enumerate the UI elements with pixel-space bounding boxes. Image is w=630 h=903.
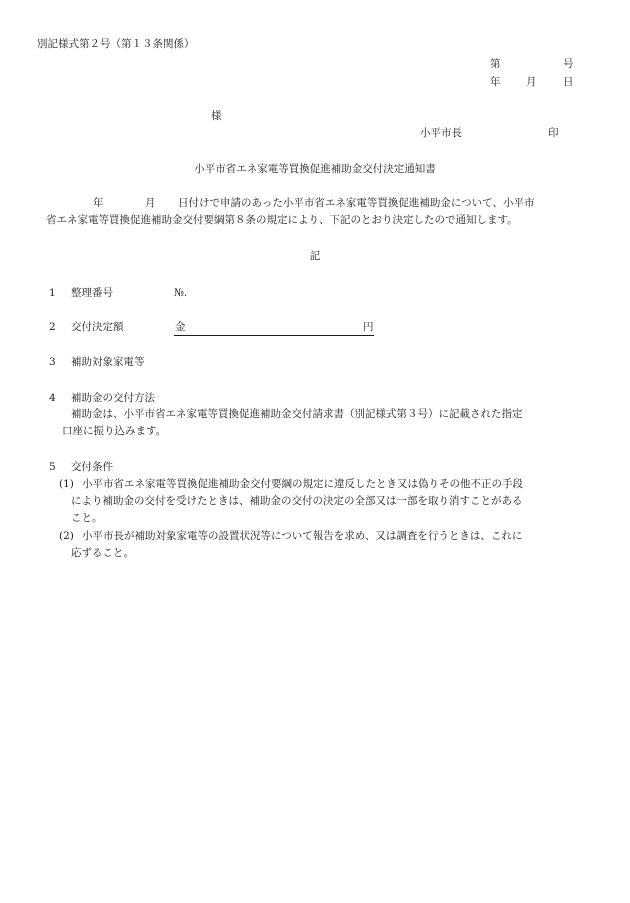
amount-prefix: 金: [175, 321, 186, 333]
condition1-line3: こと。: [71, 512, 103, 524]
item4-number: 4: [49, 392, 56, 404]
issuer-name: 小平市長: [420, 127, 462, 139]
addressee-suffix: 様: [211, 110, 222, 122]
item5-label: 交付条件: [71, 461, 113, 473]
condition1-number: (1): [59, 478, 74, 490]
ki-heading: 記: [309, 250, 321, 262]
amount-suffix: 円: [363, 321, 374, 333]
issuer-seal: 印: [548, 127, 559, 139]
condition1-line1: 小平市省エネ家電等買換促進補助金交付要綱の規定に違反したとき又は偽りその他不正の手段: [82, 478, 523, 490]
item1-number: 1: [49, 287, 56, 299]
body-date-month: 月: [145, 197, 156, 209]
date-year: 年: [490, 76, 501, 88]
condition2-number: (2): [59, 530, 74, 542]
form-number: 別記様式第２号（第１３条関係）: [37, 38, 195, 50]
doc-number-dai: 第: [490, 58, 501, 70]
item2-label: 交付決定額: [71, 321, 124, 333]
item1-value: №.: [174, 287, 188, 299]
body-line2: 省エネ家電等買換促進補助金交付要綱第８条の規定により、下記のとおり決定したので通知します。: [46, 214, 518, 226]
item3-label: 補助対象家電等: [71, 356, 145, 368]
item1-label: 整理番号: [71, 287, 113, 299]
body-line1: 日付けで申請のあった小平市省エネ家電等買換促進補助金について、小平市: [178, 197, 535, 209]
item4-text-line1: 補助金は、小平市省エネ家電等買換促進補助金交付請求書（別記様式第３号）に記載された指定: [71, 408, 523, 420]
date-day: 日: [563, 76, 574, 88]
item4-text-line2: 口座に振り込みます。: [62, 425, 167, 437]
condition2-line1: 小平市長が補助対象家電等の設置状況等について報告を求め、又は調査を行うときは、これに: [82, 530, 523, 542]
amount-field: [174, 321, 374, 336]
item5-number: 5: [49, 461, 56, 473]
item2-number: 2: [49, 321, 56, 333]
item4-label: 補助金の交付方法: [71, 392, 155, 404]
body-date-year: 年: [93, 197, 104, 209]
item3-number: 3: [49, 356, 56, 368]
condition2-line2: 応ずること。: [71, 547, 134, 559]
document-title: 小平市省エネ家電等買換促進補助金交付決定通知書: [194, 163, 436, 175]
condition1-line2: により補助金の交付を受けたときは、補助金の交付の決定の全部又は一部を取り消すことがある: [71, 495, 523, 507]
doc-number-go: 号: [563, 58, 574, 70]
date-month: 月: [526, 76, 537, 88]
